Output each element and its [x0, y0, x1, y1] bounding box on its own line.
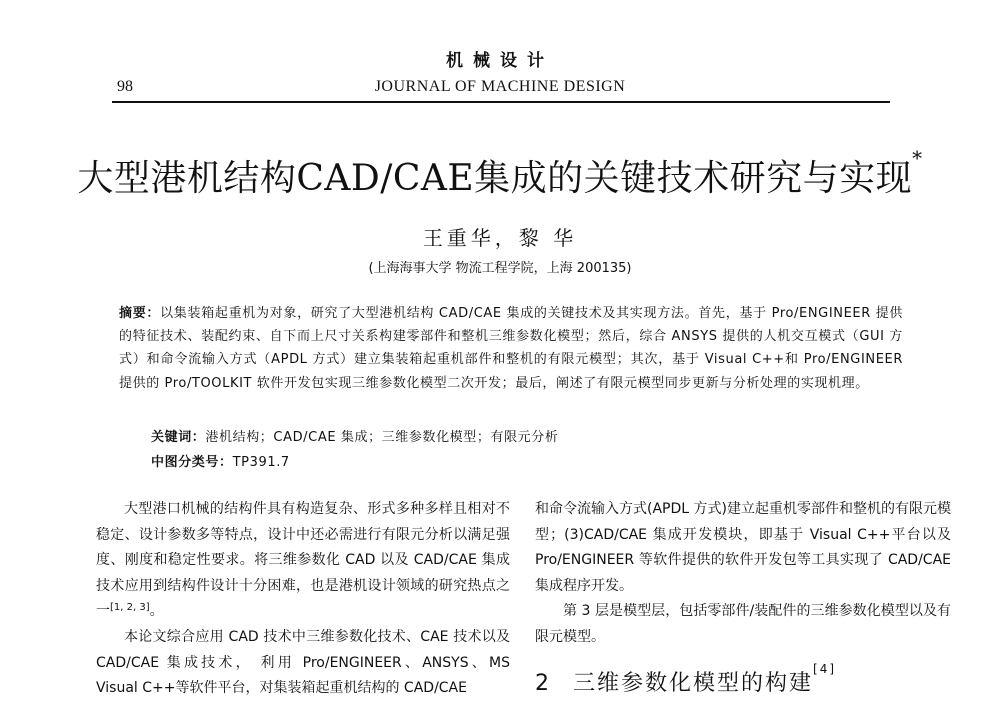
keywords-label: 关键词：: [151, 430, 206, 445]
body-paragraph: 本论文综合应用 CAD 技术中三维参数化技术、CAE 技术以及 CAD/CAE 集成技术， 利用 Pro/ENGINEER、ANSYS、MS Visual C++等软件平台，对集装箱起重机结构的 CAD/CAE: [96, 628, 510, 697]
article-title-text: 大型港机结构CAD/CAE集成的关键技术研究与实现: [77, 158, 913, 199]
body-paragraph: [96, 497, 510, 625]
article-authors: 王重华，黎 华: [422, 226, 578, 250]
keywords-line: [151, 426, 558, 445]
abstract-block: [119, 302, 903, 395]
body-column-left: [96, 497, 510, 702]
page-number: 98: [117, 78, 133, 95]
section-title: 三维参数化模型的构建: [573, 671, 814, 696]
section-number: 2: [535, 671, 551, 696]
header-rule: [112, 101, 890, 103]
classification-label: 中图分类号：: [151, 455, 233, 470]
title-footnote-mark: *: [912, 146, 923, 170]
abstract-text: 以集装箱起重机为对象，研究了大型港机结构 CAD/CAE 集成的关键技术及其实现方法。首先，基于 Pro/ENGINEER 提供的特征技术、装配约束、自下而上尺寸关系构建零部件和整机三维参数化模型；然后，综合 ANSYS 提供的人机交互模式（GUI 方式）和命令流输入方式（APDL 方式）建立集装箱起重机部件和整机的有限元模型；其次，基于 Visual C++和 Pro/ENGINEER 提供的 Pro/TOOLKIT 软件开发包实现三维参数化模型二次开发；最后，阐述了有限元模型同步更新与分析处理的实现机理。: [119, 306, 903, 391]
classification-code: TP391.7: [232, 455, 290, 470]
body-paragraph: 第 3 层是模型层，包括零部件/装配件的三维参数化模型以及有限元模型。: [535, 603, 951, 645]
author-affiliation: (上海海事大学 物流工程学院，上海 200135): [368, 261, 632, 276]
keywords-text: 港机结构；CAD/CAE 集成；三维参数化模型；有限元分析: [205, 430, 559, 445]
journal-name-chinese: 机械设计: [446, 51, 554, 71]
citation: [4]: [813, 662, 837, 676]
body-paragraph-text: 大型港口机械的结构件具有构造复杂、形式多种多样且相对不稳定、设计参数多等特点，设计中还必需进行有限元分析以满足强度、刚度和稳定性要求。将三维参数化 CAD 以及 CAD/CAE 集成技术应用到结构件设计十分困难，也是港机设计领域的研究热点之一: [96, 501, 510, 620]
journal-name-english: JOURNAL OF MACHINE DESIGN: [374, 78, 626, 95]
body-column-right: [535, 497, 951, 651]
body-paragraph: 和命令流输入方式(APDL 方式)建立起重机零部件和整机的有限元模型；(3)CAD/CAE 集成开发模块，即基于 Visual C++平台以及 Pro/ENGINEER 等软件提供的软件开发包等工具实现了 CAD/CAE 集成程序开发。: [535, 501, 951, 594]
classification-line: [151, 451, 290, 470]
section-heading: [535, 662, 837, 697]
article-title: [0, 146, 1000, 201]
abstract-label: 摘要：: [119, 306, 161, 321]
body-paragraph-end: 。: [149, 603, 164, 620]
citation: [1, 2, 3]: [110, 602, 150, 614]
